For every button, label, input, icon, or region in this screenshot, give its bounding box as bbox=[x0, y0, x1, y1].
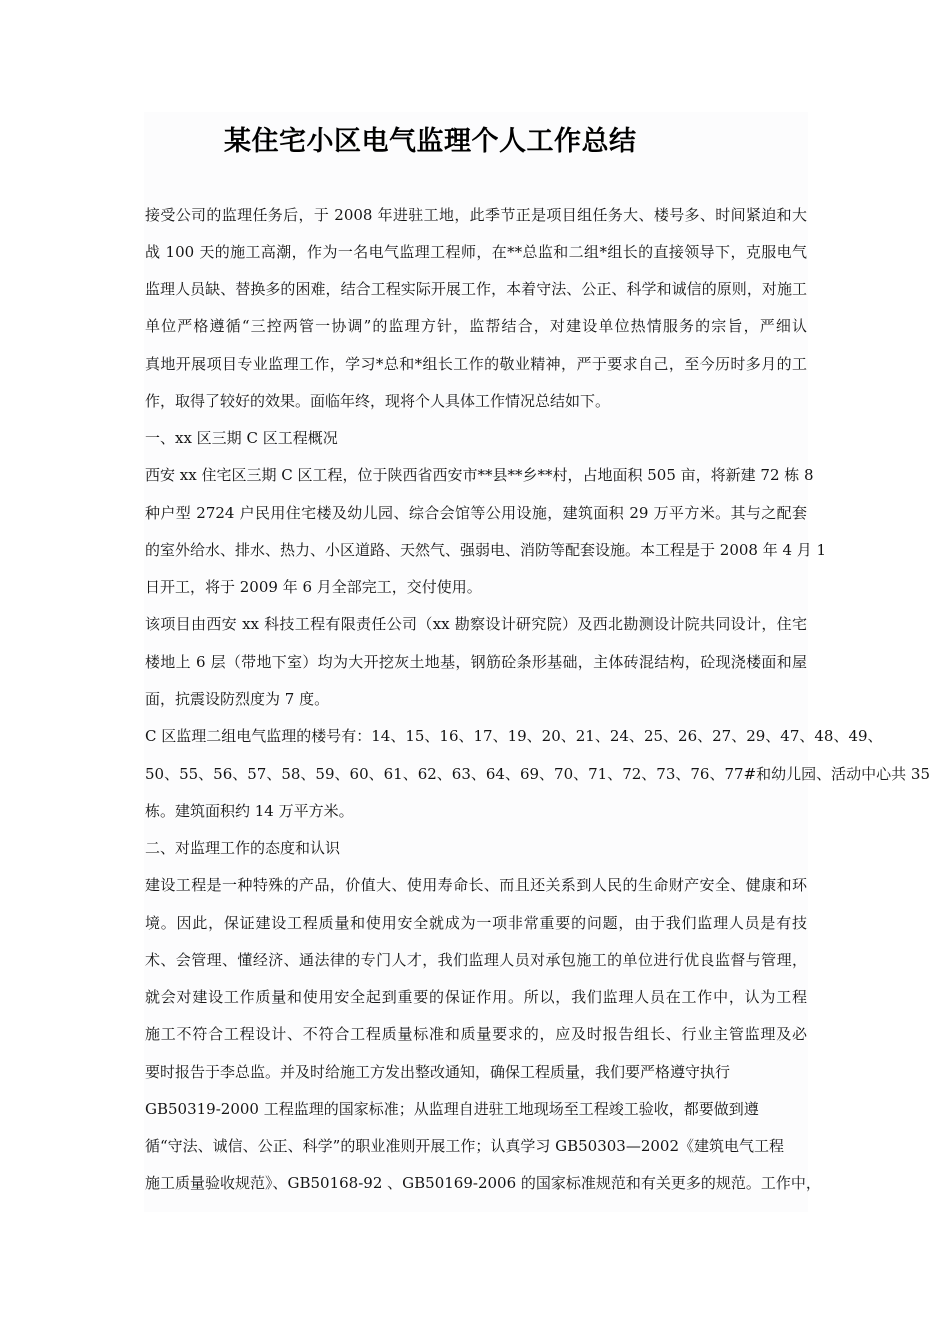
body-line: 西安 xx 住宅区三期 C 区工程，位于陕西省西安市**县**乡**村，占地面积 505 亩，将新建 72 栋 8 bbox=[145, 466, 814, 484]
body-line: 监理人员缺、替换多的困难，结合工程实际开展工作，本着守法、公正、科学和诚信的原则，对施工 bbox=[145, 280, 807, 298]
body-line: 的室外给水、排水、热力、小区道路、天然气、强弱电、消防等配套设施。本工程是于 2008 年 4 月 1 bbox=[145, 541, 827, 559]
body-line: 种户型 2724 户民用住宅楼及幼儿园、综合会馆等公用设施，建筑面积 29 万平方米。其与之配套 bbox=[145, 504, 807, 522]
body-line: 真地开展项目专业监理工作，学习*总和*组长工作的敬业精神，严于要求自己，至今历时多月的工 bbox=[145, 355, 807, 373]
body-line: C 区监理二组电气监理的楼号有：14、15、16、17、19、20、21、24、25、26、27、29、47、48、49、 bbox=[145, 727, 883, 745]
body-line: 日开工，将于 2009 年 6 月全部完工，交付使用。 bbox=[145, 578, 482, 596]
body-line: 50、55、56、57、58、59、60、61、62、63、64、69、70、71、72、73、76、77#和幼儿园、活动中心共 35 bbox=[145, 765, 930, 783]
body-line: 境。因此，保证建设工程质量和使用安全就成为一项非常重要的问题，由于我们监理人员是有技 bbox=[145, 914, 807, 932]
body-line: 施工不符合工程设计、不符合工程质量标准和质量要求的，应及时报告组长、行业主管监理及必 bbox=[145, 1025, 807, 1043]
body-line: 战 100 天的施工高潮，作为一名电气监理工程师，在**总监和二组*组长的直接领导下，克服电气 bbox=[145, 243, 807, 261]
body-line: 楼地上 6 层（带地下室）均为大开挖灰土地基，钢筋砼条形基础，主体砖混结构，砼现浇楼面和屋 bbox=[145, 653, 807, 671]
document-title: 某住宅小区电气监理个人工作总结 bbox=[224, 126, 637, 157]
body-line: 循“守法、诚信、公正、科学”的职业准则开展工作；认真学习 GB50303—2002《建筑电气工程 bbox=[145, 1137, 785, 1155]
body-line: GB50319-2000 工程监理的国家标准；从监理自进驻工地现场至工程竣工验收，都要做到遵 bbox=[145, 1100, 759, 1118]
body-line: 接受公司的监理任务后，于 2008 年进驻工地，此季节正是项目组任务大、楼号多、时间紧迫和大 bbox=[145, 206, 807, 224]
body-line: 建设工程是一种特殊的产品，价值大、使用寿命长、而且还关系到人民的生命财产安全、健康和环 bbox=[145, 876, 807, 894]
section-heading: 二、对监理工作的态度和认识 bbox=[145, 839, 341, 857]
body-line: 面，抗震设防烈度为 7 度。 bbox=[145, 690, 330, 708]
body-line: 该项目由西安 xx 科技工程有限责任公司（xx 勘察设计研究院）及西北勘测设计院共同设计，住宅 bbox=[145, 615, 807, 633]
body-line: 施工质量验收规范》、GB50168-92 、GB50169-2006 的国家标准规范和有关更多的规范。工作中， bbox=[145, 1174, 821, 1192]
body-line: 就会对建设工作质量和使用安全起到重要的保证作用。所以，我们监理人员在工作中，认为工程 bbox=[145, 988, 807, 1006]
body-line: 单位严格遵循“三控两管一协调”的监理方针，监帮结合，对建设单位热情服务的宗旨，严细认 bbox=[145, 317, 807, 335]
body-line: 作，取得了较好的效果。面临年终，现将个人具体工作情况总结如下。 bbox=[145, 392, 611, 410]
body-line: 要时报告于李总监。并及时给施工方发出整改通知，确保工程质量，我们要严格遵守执行 bbox=[145, 1063, 731, 1081]
section-heading: 一、xx 区三期 C 区工程概况 bbox=[145, 429, 338, 447]
body-line: 栋。建筑面积约 14 万平方米。 bbox=[145, 802, 354, 820]
body-line: 术、会管理、懂经济、通法律的专门人才，我们监理人员对承包施工的单位进行优良监督与管理， bbox=[145, 951, 807, 969]
